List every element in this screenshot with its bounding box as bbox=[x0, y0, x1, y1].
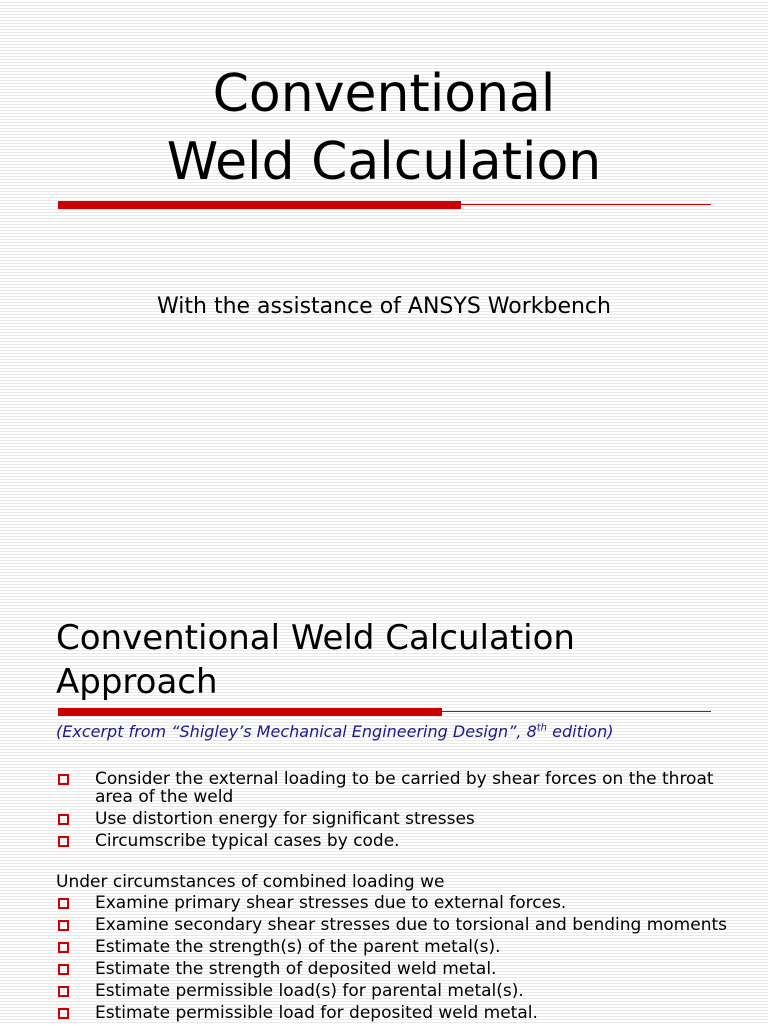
list-item-text: Examine secondary shear stresses due to torsional and bending moments bbox=[95, 915, 727, 935]
square-bullet-icon bbox=[58, 986, 69, 997]
list-item bbox=[56, 960, 736, 978]
list-item bbox=[56, 832, 736, 850]
square-bullet-icon bbox=[58, 1008, 69, 1019]
source-excerpt bbox=[56, 722, 746, 741]
title-divider bbox=[58, 708, 711, 716]
slide-1-title-line-2: Weld Calculation bbox=[166, 132, 602, 192]
slide-2-title-line-1: Conventional Weld Calculation bbox=[56, 618, 575, 658]
list-item-text: Use distortion energy for significant stresses bbox=[95, 809, 475, 829]
title-divider bbox=[58, 201, 711, 209]
divider-thin-segment bbox=[461, 204, 711, 205]
divider-thin-segment bbox=[442, 711, 711, 712]
list-item bbox=[56, 982, 736, 1000]
list-item-text: Estimate permissible load(s) for parental metal(s). bbox=[95, 981, 524, 1001]
square-bullet-icon bbox=[58, 920, 69, 931]
square-bullet-icon bbox=[58, 774, 69, 785]
divider-thick-segment bbox=[58, 708, 442, 716]
slide-2 bbox=[0, 580, 768, 1024]
slide-2-title bbox=[56, 616, 736, 704]
slide-1-title-line-1: Conventional bbox=[212, 64, 556, 124]
edition-superscript: th bbox=[536, 722, 548, 734]
combined-loading-list bbox=[56, 894, 736, 1026]
slide-2-title-line-2: Approach bbox=[56, 662, 218, 702]
list-item-text: Estimate the strength of deposited weld metal. bbox=[95, 959, 497, 979]
list-item bbox=[56, 1004, 736, 1022]
square-bullet-icon bbox=[58, 898, 69, 909]
excerpt-text: (Excerpt from “Shigley’s Mechanical Engineering Design”, 8 bbox=[56, 722, 537, 741]
list-item-text: Estimate permissible load for deposited weld metal. bbox=[95, 1003, 538, 1023]
list-item bbox=[56, 810, 736, 828]
divider-thick-segment bbox=[58, 201, 461, 209]
square-bullet-icon bbox=[58, 836, 69, 847]
list-item bbox=[56, 916, 736, 934]
list-item-text: Circumscribe typical cases by code. bbox=[95, 831, 400, 851]
approach-list bbox=[56, 770, 736, 854]
list-item-text: Consider the external loading to be carried by shear forces on the throat area of the weld bbox=[95, 769, 714, 807]
combined-loading-lead: Under circumstances of combined loading we bbox=[56, 872, 445, 892]
square-bullet-icon bbox=[58, 814, 69, 825]
square-bullet-icon bbox=[58, 942, 69, 953]
list-item-text: Estimate the strength(s) of the parent metal(s). bbox=[95, 937, 501, 957]
list-item bbox=[56, 938, 736, 956]
list-item bbox=[56, 770, 736, 806]
list-item bbox=[56, 894, 736, 912]
slide-1-subtitle: With the assistance of ANSYS Workbench bbox=[157, 294, 611, 319]
slide-1-title bbox=[0, 60, 768, 196]
excerpt-text-end: edition) bbox=[547, 722, 614, 741]
list-item-text: Examine primary shear stresses due to external forces. bbox=[95, 893, 567, 913]
square-bullet-icon bbox=[58, 964, 69, 975]
